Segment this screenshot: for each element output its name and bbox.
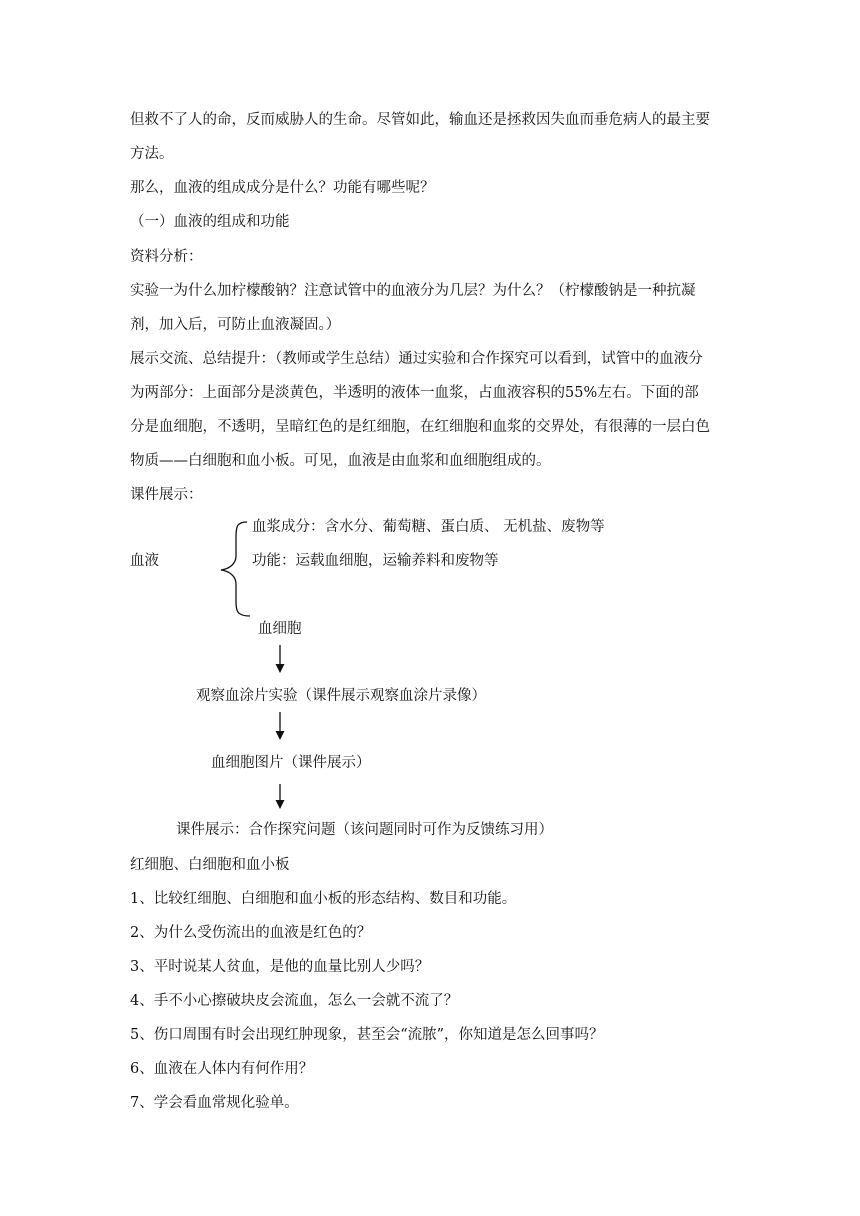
paragraph-line: 资料分析： <box>130 249 203 265</box>
question-item: 5、伤口周围有时会出现红肿现象，甚至会“流脓”，你知道是怎么回事吗？ <box>130 1027 604 1043</box>
paragraph-line: 剂，加入后，可防止血液凝固。） <box>130 317 341 333</box>
question-item: 3、平时说某人贫血，是他的血量比别人少吗？ <box>130 959 430 975</box>
arrow-down-icon <box>276 645 285 673</box>
arrow-down-icon <box>276 712 285 740</box>
paragraph-line: 物质——白细胞和血小板。可见，血液是由血浆和血细胞组成的。 <box>130 453 551 469</box>
flow-step-3: 课件展示：合作探究问题（该问题同时可作为反馈练习用） <box>176 822 553 838</box>
question-item: 2、为什么受伤流出的血液是红色的？ <box>130 925 372 941</box>
paragraph-line: 方法。 <box>130 146 174 162</box>
paragraph-line: 分是血细胞，不透明，呈暗红色的是红细胞，在红细胞和血浆的交界处，有很薄的一层白色 <box>130 419 710 435</box>
arrow-down-icon <box>276 784 285 809</box>
curly-brace <box>221 522 250 616</box>
paragraph-line: 实验一为什么加柠檬酸钠？注意试管中的血液分为几层？为什么？（柠檬酸钠是一种抗凝 <box>130 283 696 299</box>
diagram-root-label: 血液 <box>130 553 159 569</box>
flow-step-2: 血细胞图片（课件展示） <box>211 755 371 771</box>
section-heading: （一）血液的组成和功能 <box>130 214 290 230</box>
plasma-composition-label: 血浆成分：含水分、葡萄糖、蛋白质、 无机盐、废物等 <box>252 519 605 535</box>
question-item: 6、血液在人体内有何作用？ <box>130 1061 314 1077</box>
paragraph-line: 展示交流、总结提升：（教师或学生总结）通过实验和合作探究可以看到，试管中的血液分 <box>130 351 703 367</box>
blood-cells-label: 血细胞 <box>258 621 302 637</box>
question-item: 7、学会看血常规化验单。 <box>130 1095 299 1111</box>
plasma-function-label: 功能：运载血细胞，运输养料和废物等 <box>252 553 499 569</box>
flow-step-1: 观察血涂片实验（课件展示观察血涂片录像） <box>196 688 486 704</box>
question-item: 4、手不小心擦破块皮会流血，怎么一会就不流了？ <box>130 993 459 1009</box>
paragraph-line: 课件展示： <box>130 487 203 503</box>
section-title: 红细胞、白细胞和血小板 <box>130 857 290 873</box>
paragraph-line: 但救不了人的命，反而威胁人的生命。尽管如此，输血还是拯救因失血而垂危病人的最主要 <box>130 112 710 128</box>
question-item: 1、比较红细胞、白细胞和血小板的形态结构、数目和功能。 <box>130 891 517 907</box>
paragraph-line: 为两部分：上面部分是淡黄色，半透明的液体一血浆，占血液容积的55%左右。下面的部 <box>130 385 699 401</box>
paragraph-line: 那么，血液的组成成分是什么？功能有哪些呢？ <box>130 180 435 196</box>
